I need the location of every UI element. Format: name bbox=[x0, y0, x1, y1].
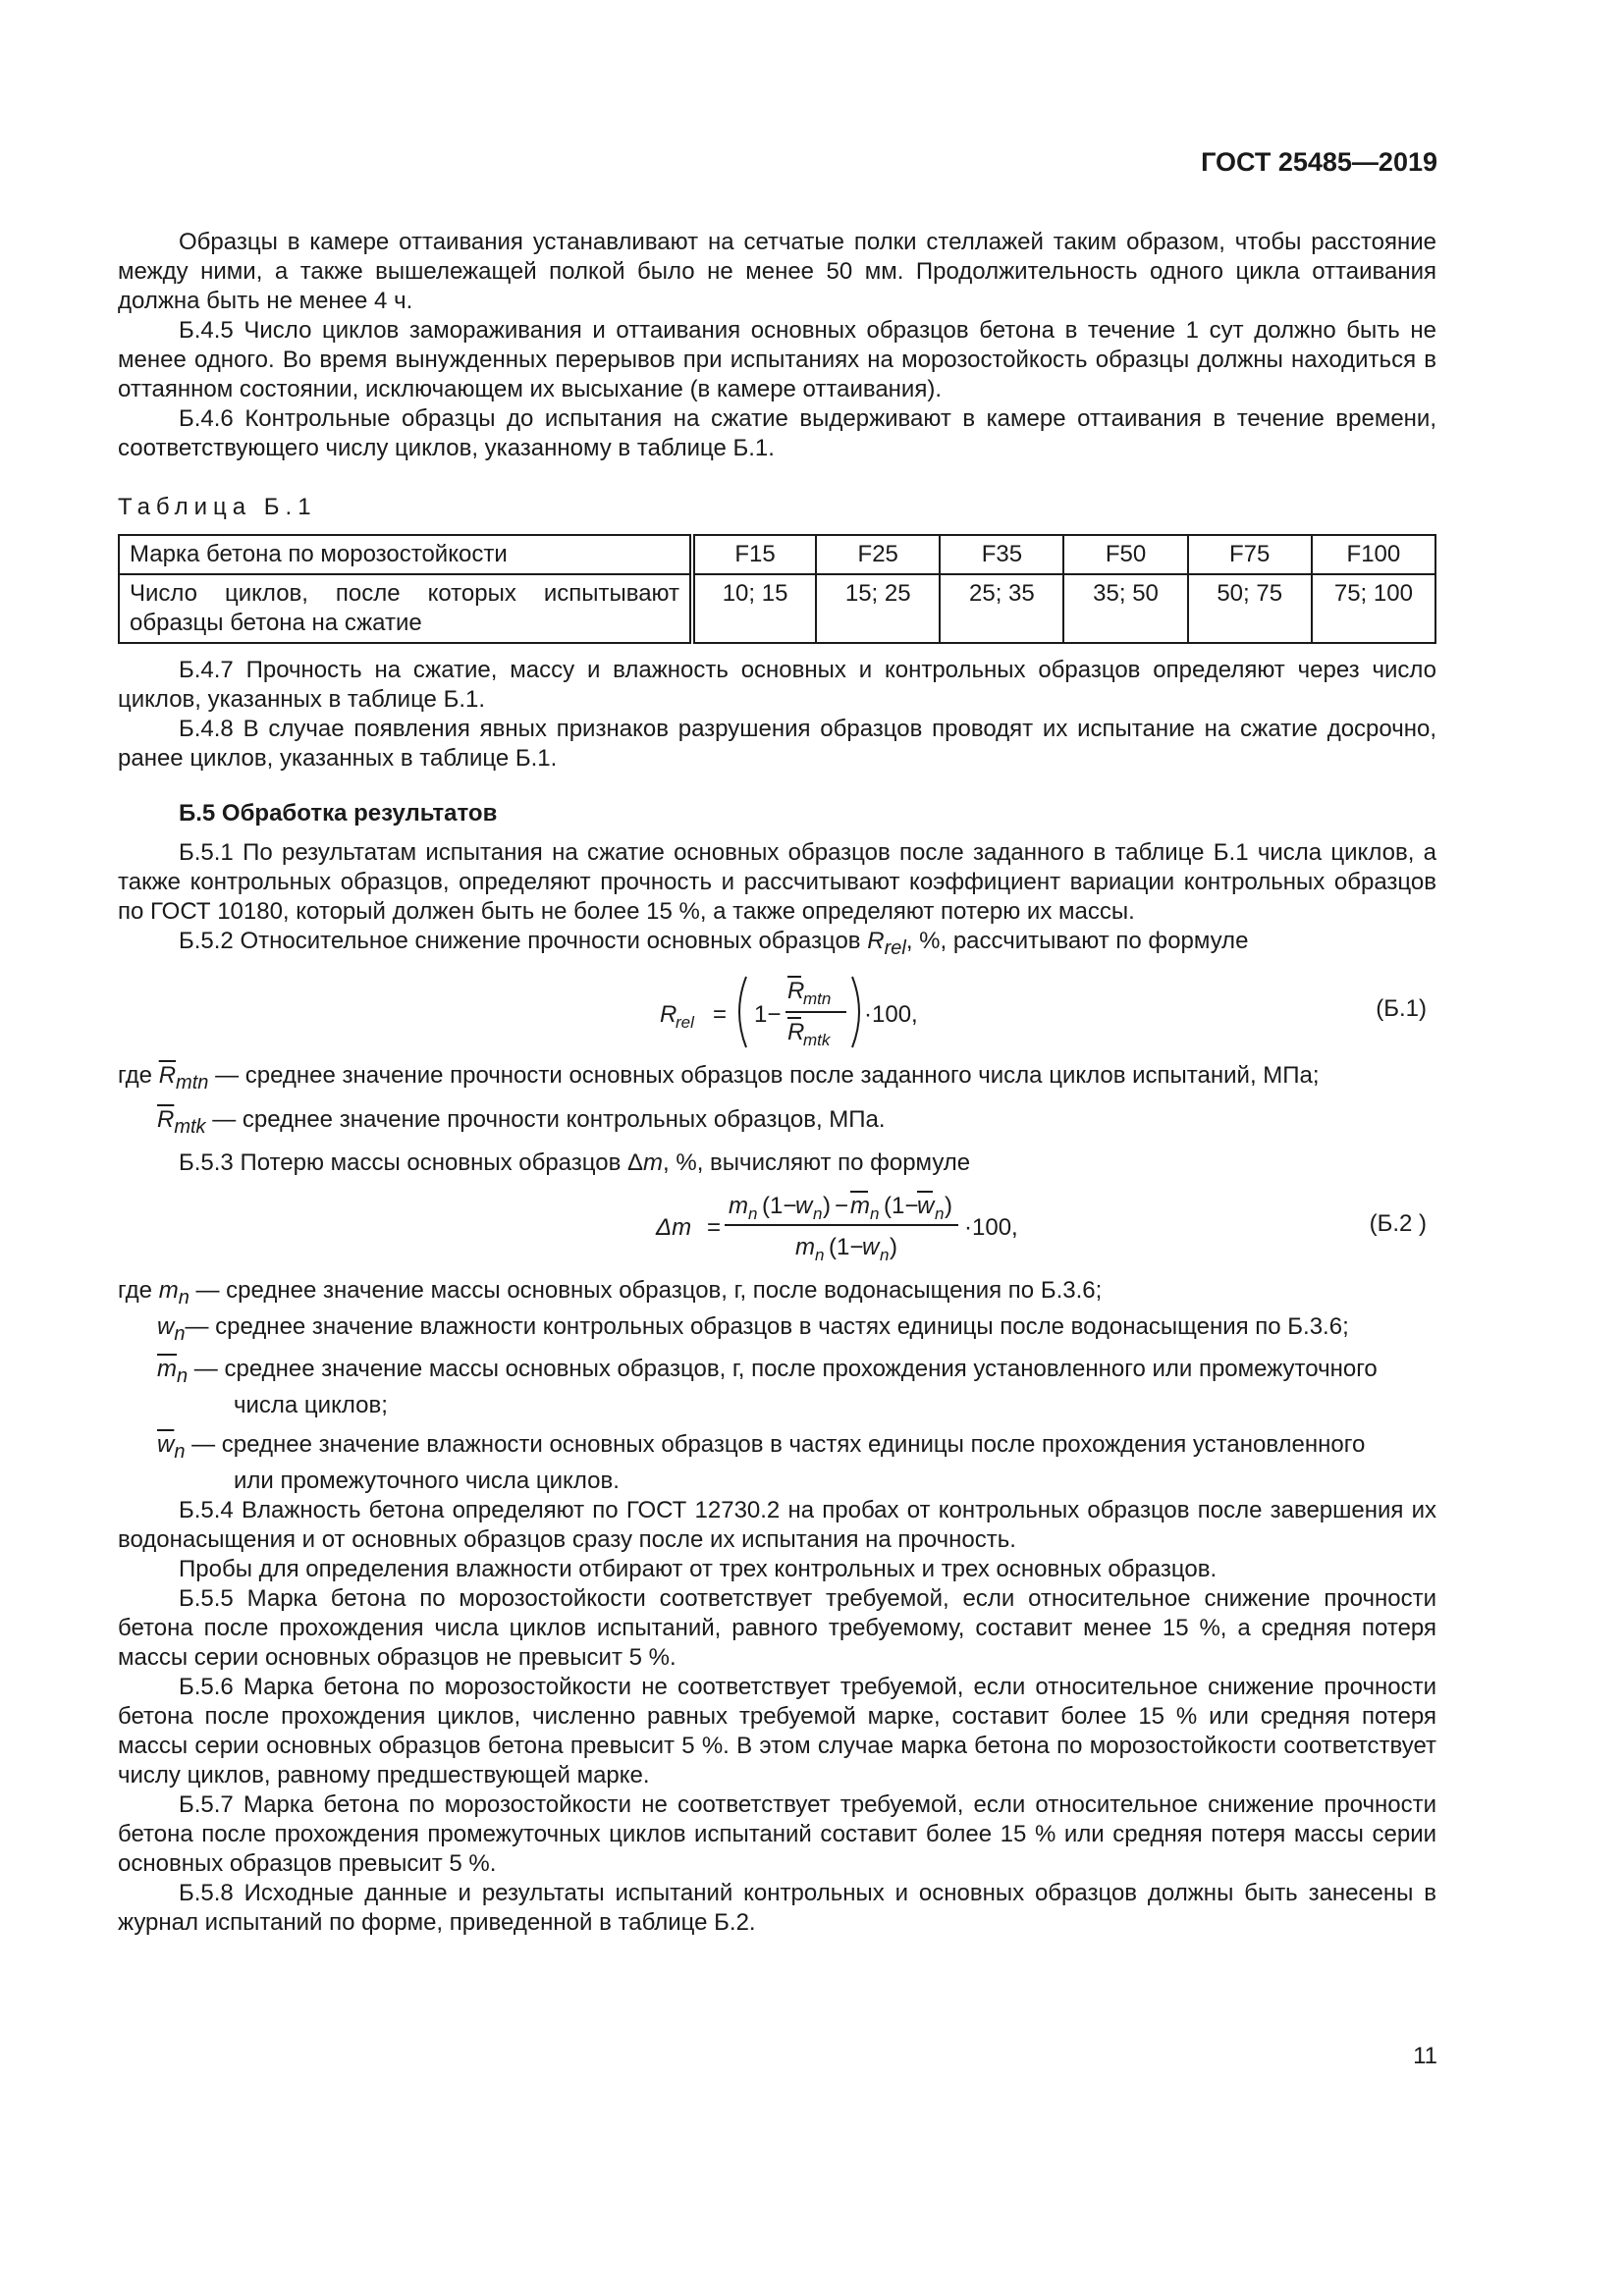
symbol: $\overline{R}$ bbox=[157, 1105, 175, 1133]
text: , %, рассчитывают по формуле bbox=[905, 928, 1249, 954]
definition-line: или промежуточного числа циклов. bbox=[234, 1467, 620, 1494]
f1-tail: ·100, bbox=[864, 1000, 918, 1028]
f2-num-a: (1− bbox=[762, 1193, 797, 1220]
table-row-header: Число циклов, после которых испытывают образцы бетона на сжатие bbox=[119, 574, 692, 643]
definition-line bbox=[118, 1355, 1436, 1391]
definition-line bbox=[118, 1061, 1436, 1097]
page-number: 11 bbox=[1413, 2043, 1437, 2069]
subscript: n bbox=[174, 1322, 186, 1345]
table-cell: F25 bbox=[816, 535, 940, 574]
f1-lhs-sub: rel bbox=[676, 1012, 694, 1032]
paragraph: Б.4.8 В случае появления явных признаков разрушения образцов проводят их испытание на сжатие досрочно, ранее циклов, указанных в таблице Б.1. bbox=[118, 716, 1436, 772]
f2-den-w: w bbox=[862, 1234, 880, 1261]
definition-line bbox=[118, 1312, 1436, 1349]
where-label: где bbox=[118, 1061, 153, 1089]
paragraph: Б.4.7 Прочность на сжатие, массу и влажность основных и контрольных образцов определяют через число циклов, указанных в таблице Б.1. bbox=[118, 657, 1436, 713]
f1-eq: = bbox=[713, 1000, 728, 1028]
table-b1 bbox=[118, 534, 1436, 644]
f1-one: 1− bbox=[754, 1000, 782, 1028]
f2-den-m-sub: n bbox=[815, 1246, 825, 1265]
f2-num-w-sub: n bbox=[813, 1204, 823, 1224]
subscript: mtk bbox=[174, 1115, 206, 1138]
f2-eq: = bbox=[707, 1214, 722, 1242]
definition-text: — среднее значение влажности контрольных образцов в частях единицы после водонасыщения по Б.3.6; bbox=[185, 1313, 1349, 1341]
table-row bbox=[119, 535, 1435, 574]
definition-line: числа циклов; bbox=[234, 1391, 388, 1418]
f2-den-w-sub: n bbox=[880, 1246, 890, 1265]
f2-den-a: (1− bbox=[829, 1234, 864, 1261]
symbol: $\overline{R}$ bbox=[158, 1061, 177, 1089]
f2-num-w: w bbox=[795, 1193, 813, 1220]
paren-right bbox=[852, 977, 859, 1047]
paragraph: Б.4.5 Число циклов замораживания и оттаивания основных образцов бетона в течение 1 сут должно быть не менее одного. Во время вынужденных перерывов при испытаниях на морозостойкость образцы должны находиться в оттаянном состоянии, исключающем их высыхание (в камере оттаивания). bbox=[118, 317, 1436, 402]
table-cell: 50; 75 bbox=[1188, 574, 1312, 643]
definition-text: — среднее значение влажности основных образцов в частях единицы после прохождения установленного bbox=[191, 1430, 1366, 1458]
definitions-2 bbox=[118, 1276, 1436, 1495]
paragraph bbox=[118, 1148, 1436, 1178]
where-label: где bbox=[118, 1277, 153, 1305]
subscript: mtn bbox=[176, 1071, 209, 1094]
table-cell: F75 bbox=[1188, 535, 1312, 574]
paragraph: Б.5.7 Марка бетона по морозостойкости не соответствует требуемой, если относительное снижение прочности бетона после прохождения промежуточных циклов испытаний составит более 15 % или средняя потеря массы серии основных образцов превысит 5 %. bbox=[118, 1790, 1436, 1877]
table-cell: 25; 35 bbox=[940, 574, 1063, 643]
paragraph: Б.5.6 Марка бетона по морозостойкости не соответствует требуемой, если относительное снижение прочности бетона после прохождения циклов, численно равных требуемой марке, составит более 15 % или средняя потеря массы серии основных образцов бетона превысит 5 %. В этом случае марка бетона по морозостойкости соответствует числу циклов, равному предшествующей марке. bbox=[118, 1673, 1436, 1789]
subscript: n bbox=[178, 1287, 189, 1309]
formula-b2-svg bbox=[118, 1178, 1436, 1276]
definition-text: — среднее значение прочности основных образцов после заданного числа циклов испытаний, МПа; bbox=[215, 1061, 1320, 1089]
definition-line bbox=[118, 1276, 1436, 1312]
table-cell: 10; 15 bbox=[692, 574, 816, 643]
paragraph: Б.4.6 Контрольные образцы до испытания на сжатие выдерживают в камере оттаивания в течение времени, соответствующего числу циклов, указанному в таблице Б.1. bbox=[118, 405, 1436, 461]
symbol: $\overline{w}$ bbox=[157, 1430, 175, 1458]
f1-lhs: R bbox=[660, 1000, 677, 1028]
definition-line bbox=[118, 1105, 1436, 1142]
page-content bbox=[118, 228, 1436, 1938]
formula-number: (Б.1) bbox=[1376, 994, 1427, 1022]
table-cell: 75; 100 bbox=[1312, 574, 1435, 643]
f2-num-m2: m bbox=[850, 1193, 870, 1220]
paragraph: Б.5.4 Влажность бетона определяют по ГОСТ 12730.2 на пробах от контрольных образцов после завершения их водонасыщения и от основных образцов сразу после их испытания на прочность. bbox=[118, 1496, 1436, 1553]
table-cell: 15; 25 bbox=[816, 574, 940, 643]
f2-num-d: ) bbox=[945, 1193, 952, 1220]
f2-num-c: (1− bbox=[884, 1193, 919, 1220]
f2-num-w2: w bbox=[917, 1193, 935, 1220]
subscript: rel bbox=[884, 936, 906, 959]
f2-minus: − bbox=[835, 1193, 849, 1220]
definitions-1 bbox=[118, 1061, 1436, 1142]
f2-num-w2-sub: n bbox=[935, 1204, 945, 1224]
f2-lhs: Δm bbox=[656, 1214, 692, 1242]
table-cell: F15 bbox=[692, 535, 816, 574]
paragraph: Б.5.8 Исходные данные и результаты испытаний контрольных и основных образцов должны быть занесены в журнал испытаний по форме, приведенной в таблице Б.2. bbox=[118, 1879, 1436, 1936]
f1-den: R bbox=[787, 1018, 805, 1045]
table-cell: F50 bbox=[1063, 535, 1187, 574]
definition-text: — среднее значение массы основных образцов, г, после прохождения установленного или промежуточного bbox=[193, 1355, 1378, 1382]
table-cell: F100 bbox=[1312, 535, 1435, 574]
table-row-header: Марка бетона по морозостойкости bbox=[119, 535, 692, 574]
paren-left bbox=[739, 977, 746, 1047]
f2-num-b: ) bbox=[823, 1193, 831, 1220]
f2-tail: ·100, bbox=[964, 1214, 1018, 1242]
paragraph: Пробы для определения влажности отбирают от трех контрольных и трех основных образцов. bbox=[179, 1555, 1218, 1582]
f2-den-m: m bbox=[795, 1234, 815, 1261]
paragraph bbox=[118, 927, 1436, 963]
formula-b1-svg bbox=[118, 963, 1436, 1061]
f1-num: R bbox=[787, 977, 805, 1004]
formula-number: (Б.2 ) bbox=[1369, 1210, 1427, 1238]
text: Б.5.2 Относительное снижение прочности основных образцов bbox=[179, 928, 868, 954]
paragraph: Б.5.5 Марка бетона по морозостойкости соответствует требуемой, если относительное снижение прочности бетона после прохождения числа циклов испытаний, равного требуемому, составит менее 15 %, а средняя потеря массы серии основных образцов не превысит 5 %. bbox=[118, 1584, 1436, 1671]
table-caption: Таблица Б.1 bbox=[118, 494, 317, 520]
table-cell: F35 bbox=[940, 535, 1063, 574]
formula-b1 bbox=[118, 963, 1436, 1061]
table-row bbox=[119, 574, 1435, 643]
table-cell: 35; 50 bbox=[1063, 574, 1187, 643]
page-header: ГОСТ 25485—2019 bbox=[1201, 147, 1437, 177]
f2-den-b: ) bbox=[890, 1234, 897, 1261]
subscript: n bbox=[174, 1440, 186, 1463]
symbol: $\overline{m}$ bbox=[157, 1355, 177, 1382]
symbol: m bbox=[158, 1277, 179, 1305]
symbol: w bbox=[157, 1313, 175, 1341]
symbol: m bbox=[643, 1149, 664, 1177]
formula-b2 bbox=[118, 1178, 1436, 1276]
definition-text: — среднее значение прочности контрольных образцов, МПа. bbox=[212, 1105, 886, 1133]
f1-den-sub: mtk bbox=[803, 1030, 831, 1049]
definition-text: — среднее значение массы основных образцов, г, после водонасыщения по Б.3.6; bbox=[195, 1277, 1103, 1305]
paragraph: Образцы в камере оттаивания устанавливают на сетчатые полки стеллажей таким образом, чтобы расстояние между ними, а также вышележащей полкой было не менее 50 мм. Продолжительность одного цикла оттаивания должна быть не менее 4 ч. bbox=[118, 229, 1436, 314]
text: Б.5.3 Потерю массы основных образцов Δ bbox=[179, 1149, 644, 1177]
subscript: n bbox=[177, 1364, 189, 1387]
f1-num-sub: mtn bbox=[803, 988, 832, 1008]
text: , %, вычисляют по формуле bbox=[663, 1149, 971, 1177]
section-title: Б.5 Обработка результатов bbox=[179, 800, 498, 827]
f2-num-m: m bbox=[729, 1193, 748, 1220]
paragraph: Б.5.1 По результатам испытания на сжатие основных образцов после заданного в таблице Б.1 числа циклов, а также контрольных образцов, определяют прочность и рассчитывают коэффициент вариации контрольных образцов по ГОСТ 10180, который должен быть не более 15 %, а также определяют потерю их массы. bbox=[118, 839, 1436, 925]
definition-line bbox=[118, 1430, 1436, 1467]
f2-num-m-sub: n bbox=[748, 1204, 758, 1224]
symbol: R bbox=[867, 928, 885, 954]
f2-num-m2-sub: n bbox=[870, 1204, 880, 1224]
